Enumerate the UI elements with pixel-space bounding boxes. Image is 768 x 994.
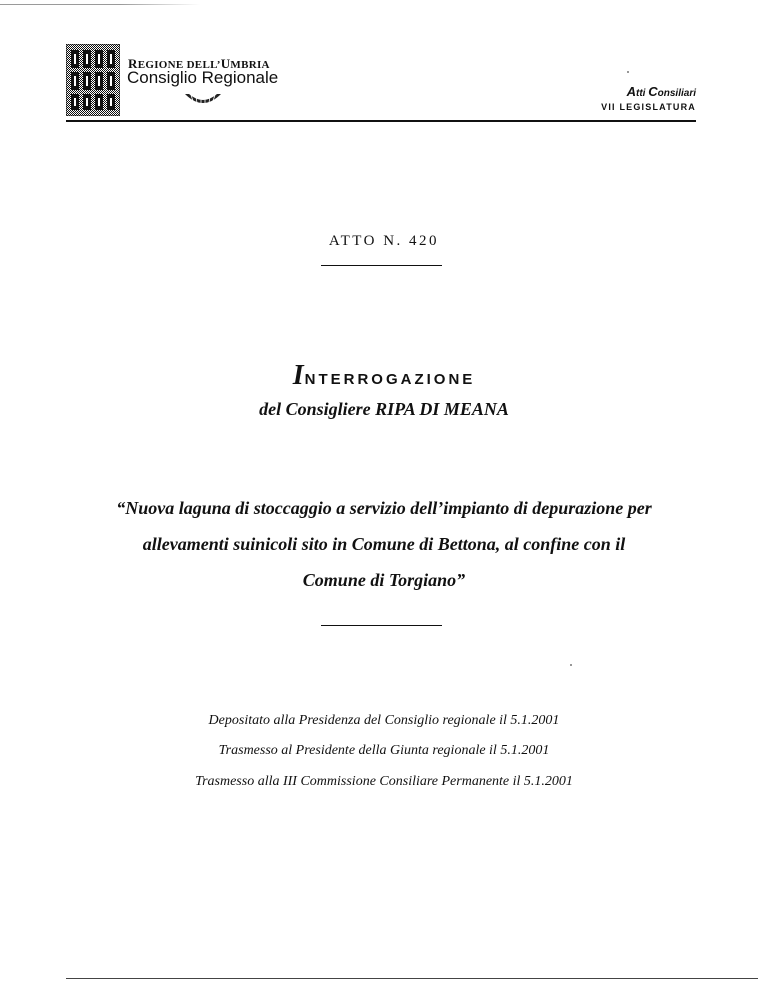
proposer-line: del Consigliere RIPA DI MEANA <box>259 399 509 419</box>
scan-speck <box>627 71 629 73</box>
subject-divider <box>321 625 442 626</box>
scan-edge-line <box>0 4 200 5</box>
act-number-underline <box>321 265 442 266</box>
header-divider <box>66 120 696 122</box>
filed-note: Depositato alla Presidenza del Consiglio regionale il 5.1.2001 <box>208 713 560 728</box>
subject-title <box>90 490 678 598</box>
legislature-label: VII LEGISLATURA <box>601 102 696 112</box>
region-name: REGIONE DELL’UMBRIA <box>128 56 270 71</box>
council-name: Consiglio Regionale <box>127 68 279 87</box>
acts-label: Atti Consiliari <box>626 84 696 99</box>
council-emblem <box>183 92 223 108</box>
transmitted-president-note: Trasmesso al Presidente della Giunta regionale il 5.1.2001 <box>218 743 550 758</box>
subject-line-2: allevamenti suinicoli sito in Comune di Bettona, al confine con il <box>142 534 626 554</box>
document-type: INTERROGAZIONE <box>292 360 476 391</box>
act-number: ATTO N. 420 <box>328 233 440 249</box>
subject-line-1: “Nuova laguna di stoccaggio a servizio dell’impianto di depurazione per <box>116 498 652 518</box>
transmitted-commission-note: Trasmesso alla III Commissione Consiliare Permanente il 5.1.2001 <box>195 774 573 789</box>
regione-umbria-logo <box>66 44 120 116</box>
subject-line-3: Comune di Torgiano” <box>302 570 466 590</box>
bottom-edge-line <box>66 978 758 979</box>
scan-speck <box>570 664 572 666</box>
